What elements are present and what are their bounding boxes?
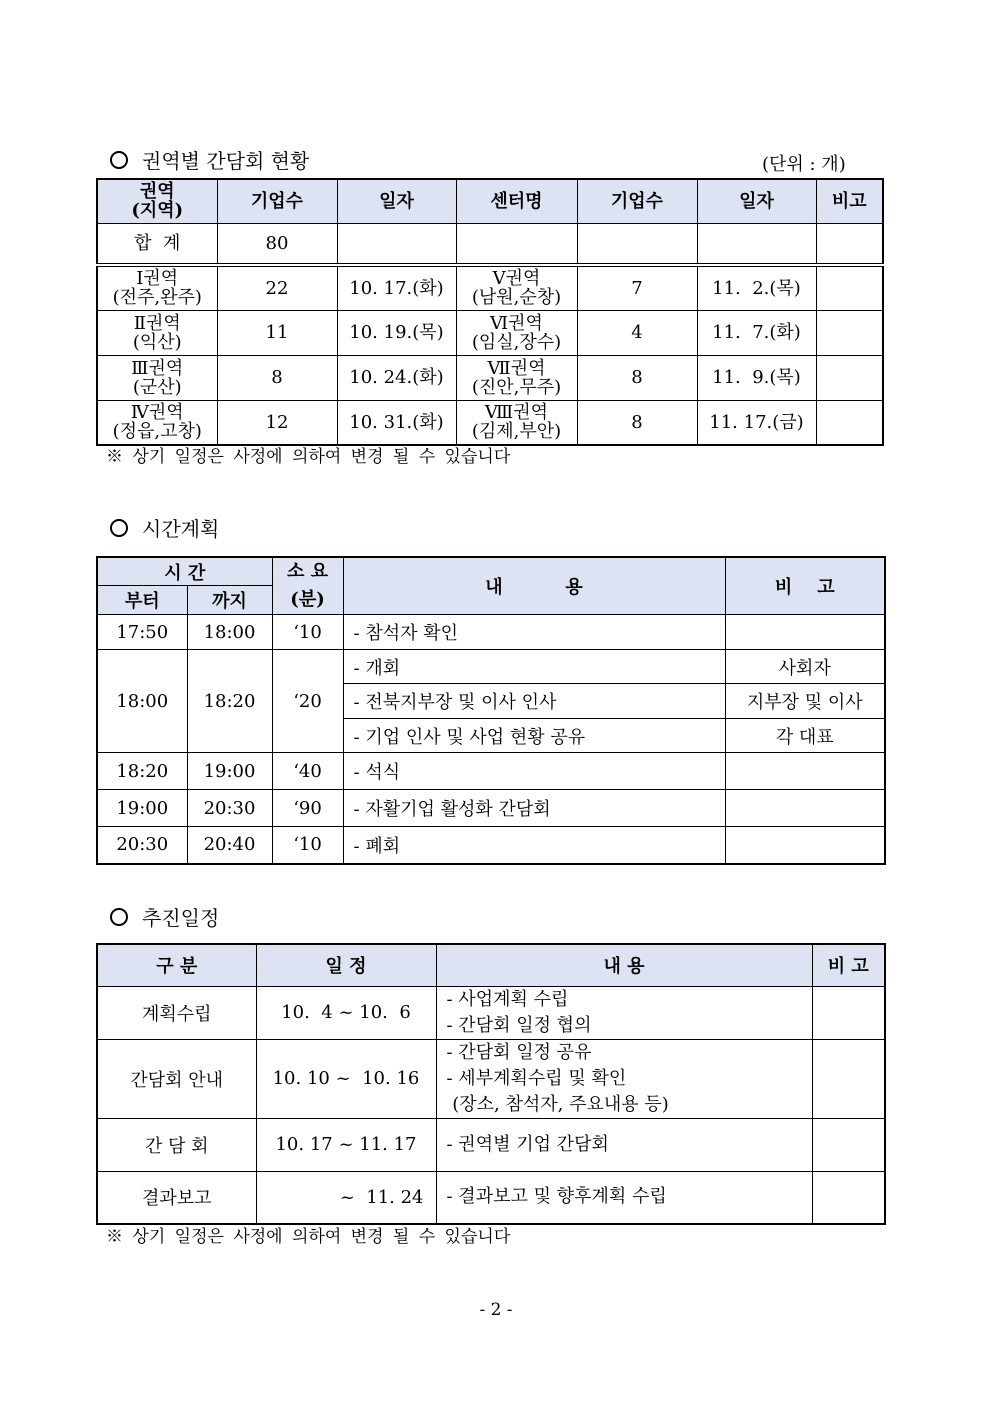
table-row <box>97 986 885 1039</box>
table-header-row <box>97 179 883 223</box>
col-header: 비고 <box>816 179 883 223</box>
section3-title: 추진일정 <box>110 902 219 931</box>
sum-label: 합 계 <box>97 223 217 265</box>
col-header-to: 까지 <box>187 586 272 615</box>
content-cell: - 자활기업 활성화 간담회 <box>343 790 725 827</box>
table-row <box>97 1118 885 1171</box>
unit-label: (단위 : 개) <box>762 154 846 175</box>
time-plan-table <box>96 556 886 865</box>
col-header: 기업수 <box>217 179 337 223</box>
period-cell: 10. 4 ~ 10. 6 <box>256 986 436 1039</box>
from-cell: 19:00 <box>97 790 187 827</box>
sum-value: 80 <box>217 223 337 265</box>
schedule-table <box>96 943 886 1225</box>
date-cell: 11. 9.(목) <box>697 355 816 400</box>
note-cell <box>812 1118 885 1171</box>
note-cell: 지부장 및 이사 <box>725 684 885 719</box>
duration-cell: ‘40 <box>272 753 343 790</box>
table-header-row <box>97 557 885 586</box>
schedule-note: ※ 상기 일정은 사정에 의하여 변경 될 수 있습니다 <box>106 447 511 467</box>
table-row <box>97 827 885 864</box>
date-cell: 11. 7.(화) <box>697 310 816 355</box>
date-cell: 10. 24.(화) <box>337 355 456 400</box>
col-header-from: 부터 <box>97 586 187 615</box>
date-cell: 10. 31.(화) <box>337 400 456 445</box>
type-cell: 간 담 회 <box>97 1118 256 1171</box>
section1-title: 권역별 간담회 현황 <box>110 145 309 174</box>
period-cell: ~ 11. 24 <box>256 1171 436 1224</box>
circle-bullet-icon <box>110 908 128 926</box>
circle-bullet-icon <box>110 519 128 537</box>
col-header: 권역 (지역) <box>97 179 217 223</box>
section2-title: 시간계획 <box>110 513 219 542</box>
type-cell: 결과보고 <box>97 1171 256 1224</box>
date-cell: 11. 2.(목) <box>697 265 816 310</box>
content-cell: - 폐회 <box>343 827 725 864</box>
content-cell: - 기업 인사 및 사업 현황 공유 <box>343 719 725 753</box>
sum-row <box>97 223 883 265</box>
duration-cell: ‘20 <box>272 650 343 753</box>
region-table <box>96 178 884 446</box>
content-cell: - 권역별 기업 간담회 <box>436 1118 812 1171</box>
note-cell <box>812 1171 885 1224</box>
note-cell <box>725 753 885 790</box>
count-cell: 8 <box>217 355 337 400</box>
to-cell: 19:00 <box>187 753 272 790</box>
content-cell: - 사업계획 수립 - 간담회 일정 협의 <box>436 986 812 1039</box>
col-header: 일 정 <box>256 944 436 986</box>
col-header: 일자 <box>337 179 456 223</box>
center-cell: Ⅶ권역 (진안,무주) <box>456 355 577 400</box>
duration-cell: ‘10 <box>272 615 343 650</box>
center-cell: Ⅴ권역 (남원,순창) <box>456 265 577 310</box>
content-cell: - 참석자 확인 <box>343 615 725 650</box>
col-header-time: 시 간 <box>97 557 272 586</box>
date-cell: 11. 17.(금) <box>697 400 816 445</box>
from-cell: 18:00 <box>97 650 187 753</box>
table-row <box>97 1039 885 1118</box>
duration-cell: ‘90 <box>272 790 343 827</box>
type-cell: 계획수립 <box>97 986 256 1039</box>
type-cell: 간담회 안내 <box>97 1039 256 1118</box>
period-cell: 10. 17 ~ 11. 17 <box>256 1118 436 1171</box>
duration-cell: ‘10 <box>272 827 343 864</box>
count-cell: 8 <box>577 400 697 445</box>
content-cell: - 석식 <box>343 753 725 790</box>
region-cell: Ⅰ권역 (전주,완주) <box>97 265 217 310</box>
col-header-content: 내 용 <box>343 557 725 615</box>
note-cell <box>725 790 885 827</box>
to-cell: 18:00 <box>187 615 272 650</box>
col-header: 구 분 <box>97 944 256 986</box>
from-cell: 17:50 <box>97 615 187 650</box>
to-cell: 20:30 <box>187 790 272 827</box>
table-row <box>97 1171 885 1224</box>
center-cell: Ⅵ권역 (임실,장수) <box>456 310 577 355</box>
note-cell: 사회자 <box>725 650 885 684</box>
note-cell <box>812 986 885 1039</box>
to-cell: 20:40 <box>187 827 272 864</box>
col-header: 센터명 <box>456 179 577 223</box>
col-header-duration: 소 요 (분) <box>272 557 343 615</box>
table-header-row <box>97 944 885 986</box>
table-row <box>97 753 885 790</box>
note-cell <box>725 615 885 650</box>
col-header: 비 고 <box>812 944 885 986</box>
table-row <box>97 400 883 445</box>
count-cell: 7 <box>577 265 697 310</box>
date-cell: 10. 19.(목) <box>337 310 456 355</box>
content-cell: - 개회 <box>343 650 725 684</box>
table-row <box>97 265 883 310</box>
date-cell: 10. 17.(화) <box>337 265 456 310</box>
note-cell: 각 대표 <box>725 719 885 753</box>
count-cell: 12 <box>217 400 337 445</box>
col-header: 일자 <box>697 179 816 223</box>
table-row <box>97 310 883 355</box>
content-cell: - 전북지부장 및 이사 인사 <box>343 684 725 719</box>
table-row <box>97 355 883 400</box>
count-cell: 22 <box>217 265 337 310</box>
table-row <box>97 790 885 827</box>
region-cell: Ⅲ권역 (군산) <box>97 355 217 400</box>
count-cell: 11 <box>217 310 337 355</box>
note-cell <box>725 827 885 864</box>
table-row <box>97 615 885 650</box>
to-cell: 18:20 <box>187 650 272 753</box>
from-cell: 18:20 <box>97 753 187 790</box>
circle-bullet-icon <box>110 151 128 169</box>
count-cell: 8 <box>577 355 697 400</box>
schedule-note: ※ 상기 일정은 사정에 의하여 변경 될 수 있습니다 <box>106 1227 511 1247</box>
center-cell: Ⅷ권역 (김제,부안) <box>456 400 577 445</box>
col-header: 내 용 <box>436 944 812 986</box>
period-cell: 10. 10 ~ 10. 16 <box>256 1039 436 1118</box>
region-cell: Ⅱ권역 (익산) <box>97 310 217 355</box>
table-row <box>97 650 885 684</box>
region-cell: Ⅳ권역 (정읍,고창) <box>97 400 217 445</box>
from-cell: 20:30 <box>97 827 187 864</box>
note-cell <box>812 1039 885 1118</box>
page-number: - 2 - <box>479 1300 513 1320</box>
col-header-note: 비 고 <box>725 557 885 615</box>
count-cell: 4 <box>577 310 697 355</box>
content-cell: - 간담회 일정 공유 - 세부계획수립 및 확인 (장소, 참석자, 주요내용 등) <box>436 1039 812 1118</box>
content-cell: - 결과보고 및 향후계획 수립 <box>436 1171 812 1224</box>
col-header: 기업수 <box>577 179 697 223</box>
